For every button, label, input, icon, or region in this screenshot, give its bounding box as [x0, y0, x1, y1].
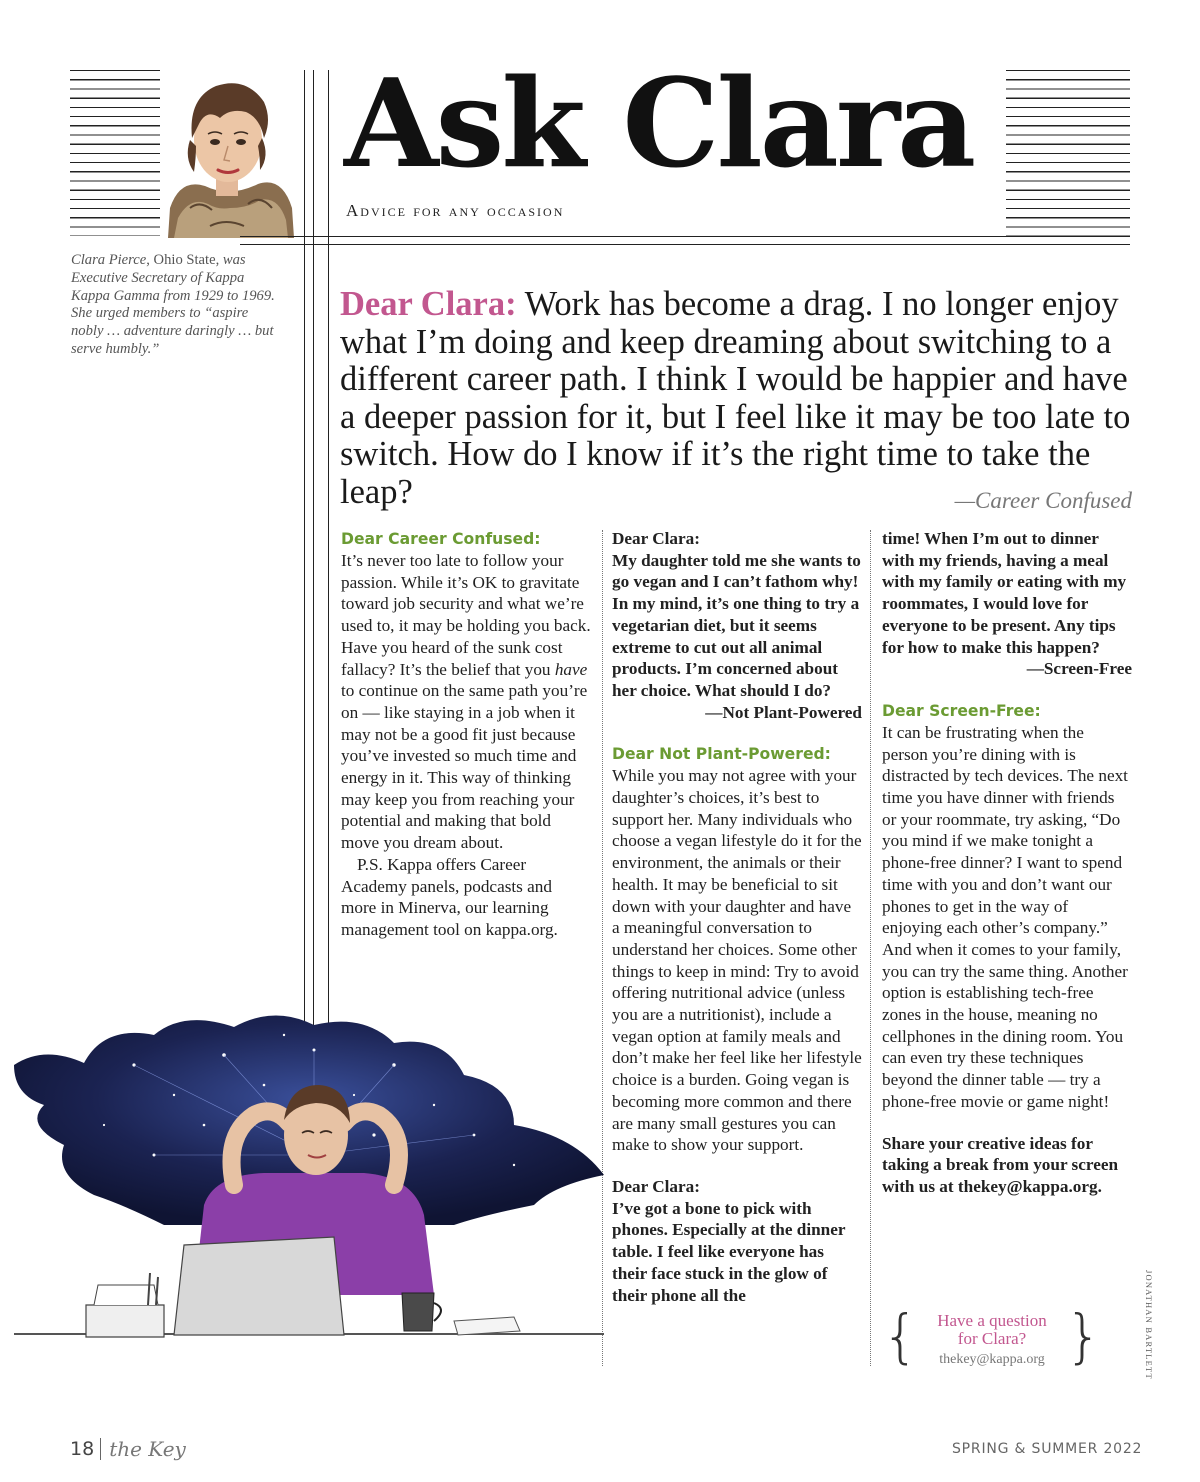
masthead-rule-1: [240, 236, 1130, 237]
letter-body-vegan: My daughter told me she wants to go vegan and I can’t fathom why! In my mind, it’s one thing to try a vegetarian diet, but it seems extreme to cut out all animal products. I’m concerned about her choice. What should I do?: [612, 550, 861, 700]
footer-divider: [100, 1438, 101, 1460]
column-3: [882, 528, 1132, 1198]
page-subtitle: Advice for any occasion: [346, 201, 565, 220]
caption-school: , Ohio State,: [146, 252, 223, 268]
question-email-link[interactable]: thekey@kappa.org: [939, 1352, 1045, 1367]
reply-body-screen-free: It can be frustrating when the person you’re dining with is distracted by tech devices. The next time you have dinner with friends or your roommate, try asking, “Do you mind if we make tonight a phone-free dinner? I want to spend time with you and don’t want our phones to get in the way of enjoying each other’s company.” And when it comes to your family, you can try the same thing. Another option is establishing tech-free zones in the house, meaning no cellphones in the dining room. You can even try these techniques beyond the dinner table — try a phone-free movie or game night!: [882, 722, 1128, 1111]
frame-line-left-3: [328, 70, 329, 1038]
page-title: Ask Clara: [344, 51, 974, 195]
question-line-2: for Clara?: [957, 1329, 1027, 1348]
reply-heading-career: Dear Career Confused:: [341, 530, 541, 548]
issue-label: SPRING & SUMMER 2022: [952, 1441, 1143, 1457]
reply-heading-vegan: Dear Not Plant-Powered:: [612, 745, 831, 764]
left-brace: {: [882, 1302, 919, 1370]
right-brace: }: [1065, 1302, 1102, 1370]
magazine-logo: the Key: [109, 1437, 186, 1461]
question-text: [910, 1312, 1074, 1348]
question-line-1: Have a question: [937, 1311, 1047, 1330]
share-ideas-text: Share your creative ideas for taking a break from your screen with us at thekey@kappa.org.: [882, 1133, 1119, 1196]
column-1: [341, 528, 591, 941]
reply-ps: P.S. Kappa offers Career Academy panels, podcasts and more in Minerva, our learning management tool on kappa.org.: [341, 854, 558, 939]
reply-heading-screen-free: Dear Screen-Free:: [882, 701, 1041, 720]
footer-left: [70, 1437, 186, 1461]
masthead-rule-2: [240, 244, 1130, 245]
column-divider-2: [870, 530, 871, 1366]
frame-line-left-2: [313, 70, 314, 1038]
clara-pierce-portrait: [160, 68, 300, 240]
page-number: 18: [70, 1438, 95, 1460]
lead-letter: [340, 286, 1132, 520]
letter-salutation-phones: Dear Clara:: [612, 1176, 700, 1196]
lead-salutation: Dear Clara:: [340, 285, 517, 323]
caption-name: Clara Pierce: [71, 252, 147, 268]
letter-signature-vegan: —Not Plant-Powered: [705, 702, 862, 722]
letter-signature-phones: —Screen-Free: [1026, 659, 1132, 679]
decorative-rules-left: [70, 70, 160, 236]
reply-emphasis: have: [554, 659, 588, 679]
column-2: [612, 528, 862, 1306]
letter-body-phones-continued: time! When I’m out to dinner with my friends, having a meal with my family or eating with my roommates, I would love for everyone to be present. Any tips for how to make this happen?: [882, 529, 1127, 657]
reply-body-vegan: While you may not agree with your daughter’s choices, it’s best to support her. Many individuals who choose a vegan lifestyle do it for the environment, the animals or their health. It may be beneficial to sit down with your daughter and have a meaningful conversation to understand her choices. Some other things to keep in mind: Try to avoid offering nutritional advice (unless you are a nutritionist), include a vegan option at family meals and don’t make her feel like her lifestyle choice is a burden. Going vegan is becoming more common and there are many small gestures you can make to show your support.: [612, 766, 862, 1155]
letter-body-phones: I’ve got a bone to pick with phones. Especially at the dinner table. I feel like everyone has their face stuck in the glow of their phone all the: [612, 1198, 846, 1305]
frame-line-left-1: [304, 70, 305, 1038]
letter-salutation-vegan: Dear Clara:: [612, 529, 700, 548]
lead-signature: —Career Confused: [954, 487, 1132, 513]
caption-text: was Executive Secretary of Kappa Kappa Gamma from 1929 to 1969. She urged members to “aspire nobly … adventure daringly … but serve humbly.”: [71, 252, 275, 357]
illustration-credit: JONATHAN BARTLETT: [1144, 1270, 1154, 1380]
reply-body-career: [341, 550, 591, 854]
reply-text: It’s never too late to follow your passion. While it’s OK to gravitate toward job security and what we’re used to, it may be holding you back. Have you heard of the sunk cost fallacy? It’s the belief that you: [341, 551, 591, 679]
question-callout: [882, 1302, 1102, 1374]
portrait-caption: [71, 252, 281, 359]
daydreaming-woman-illustration: [14, 1005, 604, 1375]
decorative-rules-right: [1006, 70, 1130, 236]
lead-body: Work has become a drag. I no longer enjoy what I’m doing and keep dreaming about switching to a different career path. I think I would be happier and have a deeper passion for it, but I feel like it may be too late to switch. How do I know if it’s the right time to take the leap?: [340, 285, 1131, 511]
reply-text: to continue on the same path you’re on — like staying in a job when it may not be a good fit just because you’ve invested so much time and energy in it. This way of thinking may keep you from reaching your potential and making that bold move you dream about.: [341, 681, 588, 853]
